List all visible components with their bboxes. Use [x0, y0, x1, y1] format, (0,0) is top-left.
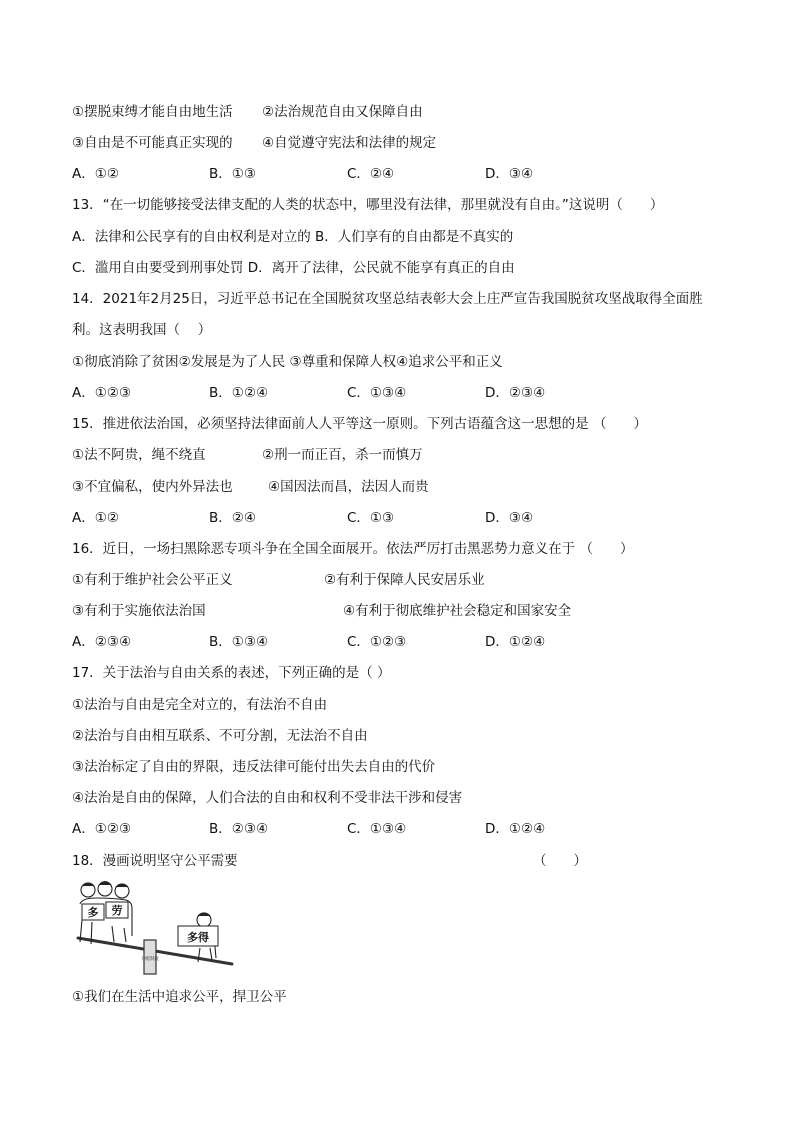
- q14-options: [72, 384, 722, 402]
- option-b[interactable]: B．①②④: [209, 385, 269, 401]
- option-c[interactable]: C．①②③: [347, 634, 407, 650]
- option-d[interactable]: D．③④: [485, 510, 534, 526]
- option-d[interactable]: D．①②④: [485, 634, 546, 650]
- svg-text:多得: 多得: [187, 931, 209, 944]
- q17-options: [72, 820, 722, 838]
- q15-statement-2: ②刑一而正百，杀一而慎万: [262, 447, 423, 463]
- q17-statement-4: ④法治是自由的保障，人们合法的自由和权利不受非法干涉和侵害: [72, 790, 463, 806]
- q18-answer-blank[interactable]: （ ）: [533, 853, 587, 869]
- q16-statement-4: ④有利于彻底维护社会稳定和国家安全: [343, 603, 572, 619]
- q12-statement-2: ②法治规范自由又保障自由: [262, 104, 423, 120]
- q15-stem: 15．推进依法治国，必须坚持法律面前人人平等这一原则。下列古语蕴含这一思想的是 （ ）: [72, 416, 647, 432]
- option-b[interactable]: B．①③: [209, 166, 256, 182]
- q13-options-ab[interactable]: A．法律和公民享有的自由权利是对立的 B．人们享有的自由都是不真实的: [72, 229, 514, 245]
- q16-statement-3: ③有利于实施依法治国: [72, 603, 206, 619]
- q14-stem-line-2: 利。这表明我国（ ）: [72, 322, 212, 338]
- q14-statements: ①彻底消除了贫困②发展是为了人民 ③尊重和保障人权④追求公平和正义: [72, 354, 503, 370]
- option-a[interactable]: A．①②: [72, 166, 119, 182]
- q15-options: [72, 509, 722, 527]
- option-b[interactable]: B．①③④: [209, 634, 269, 650]
- q13-options-cd[interactable]: C．滥用自由要受到刑事处罚 D．离开了法律，公民就不能享有真正的自由: [72, 260, 515, 276]
- pivot-label: 分配制度: [141, 957, 159, 962]
- q12-statement-4: ④自觉遵守宪法和法律的规定: [262, 135, 437, 151]
- option-c[interactable]: C．①③: [347, 510, 395, 526]
- left-sign: [82, 902, 128, 920]
- option-a[interactable]: A．①②: [72, 510, 119, 526]
- q14-stem-line-1: 14．2021年2月25日，习近平总书记在全国脱贫攻坚总结表彰大会上庄严宣告我国脱贫攻坚战取得全面胜: [72, 291, 703, 307]
- q17-statement-3: ③法治标定了自由的界限，违反法律可能付出失去自由的代价: [72, 759, 436, 775]
- option-d[interactable]: D．②③④: [485, 385, 546, 401]
- option-b[interactable]: B．②③④: [209, 821, 269, 837]
- svg-text:多: 多: [87, 906, 99, 919]
- option-d[interactable]: D．③④: [485, 166, 534, 182]
- option-a[interactable]: A．①②③: [72, 385, 132, 401]
- q12-statement-3: ③自由是不可能真正实现的: [72, 135, 233, 151]
- q17-statement-2: ②法治与自由相互联系、不可分割，无法治不自由: [72, 728, 368, 744]
- option-c[interactable]: C．①③④: [347, 821, 407, 837]
- q12-options: [72, 165, 722, 183]
- q15-statement-3: ③不宜偏私，使内外异法也: [72, 479, 233, 495]
- q18-stem: 18．漫画说明坚守公平需要: [72, 853, 238, 869]
- q18-statement-1: ①我们在生活中追求公平，捍卫公平: [72, 989, 287, 1005]
- q16-options: [72, 633, 722, 651]
- q16-statement-2: ②有利于保障人民安居乐业: [324, 572, 485, 588]
- option-b[interactable]: B．②④: [209, 510, 256, 526]
- seesaw-cartoon: [72, 880, 242, 975]
- option-a[interactable]: A．①②③: [72, 821, 132, 837]
- q15-statement-1: ①法不阿贵，绳不绕直: [72, 447, 206, 463]
- q17-statement-1: ①法治与自由是完全对立的，有法治不自由: [72, 697, 328, 713]
- option-c[interactable]: C．①③④: [347, 385, 407, 401]
- option-d[interactable]: D．①②④: [485, 821, 546, 837]
- svg-text:劳: 劳: [111, 904, 123, 917]
- option-c[interactable]: C．②④: [347, 166, 395, 182]
- right-sign: [178, 926, 218, 946]
- option-a[interactable]: A．②③④: [72, 634, 132, 650]
- q13-stem: 13．“在一切能够接受法律支配的人类的状态中，哪里没有法律，那里就没有自由。”这说明（ ）: [72, 197, 664, 213]
- q16-statement-1: ①有利于维护社会公平正义: [72, 572, 233, 588]
- q17-stem: 17．关于法治与自由关系的表述，下列正确的是（ ）: [72, 665, 391, 681]
- q16-stem: 16．近日，一场扫黑除恶专项斗争在全国全面展开。依法严厉打击黑恶势力意义在于 （ ）: [72, 541, 634, 557]
- q15-statement-4: ④国因法而昌，法因人而贵: [268, 479, 429, 495]
- q12-statement-1: ①摆脱束缚才能自由地生活: [72, 104, 233, 120]
